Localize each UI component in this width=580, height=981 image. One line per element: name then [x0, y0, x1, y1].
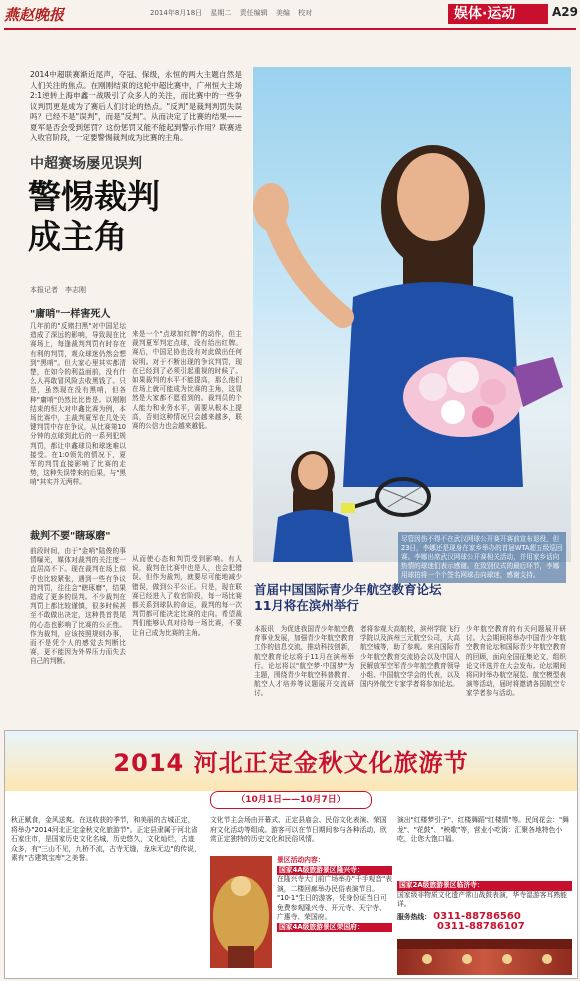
forum-column-1: 本报讯 为促进我国青少年航空教育事业发展，加强青少年航空教育工作的信息交流，推动科技创新，航空教育论坛将于11月在滨州举行。论坛将以"航空梦·中国梦"为主题，围绕青少年航空科普教育、航空人才培养等议题展开交流研讨。	[254, 625, 354, 698]
thousand-hand-guanyin-photo	[210, 856, 272, 968]
ad-intro-2: 文化节主会场由开幕式、正定县庙会、民俗文化表演、荣国府文化活动等组成。游客可以在节日期间参与各种活动，欣赏正定独特的历史文化和民俗风情。	[210, 816, 387, 843]
scenic-item-1: 在隆兴寺大门前广场举办"千手观音"表演，二楼回廊举办民俗表演节目。	[277, 875, 393, 893]
scenic-item-2: "10·1"生日的游客，凭身份证当日可免费参观隆兴寺、开元寺、天宁寺、广惠寺、荣国府。	[277, 894, 387, 921]
face-shape	[397, 153, 469, 241]
designer-credit: 美编	[275, 9, 290, 17]
phone-1: 0311-88786560	[433, 910, 521, 922]
phone-2: 0311-88786107	[437, 921, 525, 932]
ad-intro	[11, 816, 201, 972]
linji-title: 国家2A级旅游景区临济寺：	[397, 881, 572, 891]
headline	[28, 177, 248, 257]
editor-credit: 责任编辑	[239, 9, 268, 17]
ad-rongguo-text: 演出"红楼梦引子"、红楼舞蹈"红楼情"等。民间花会："舞龙"、"花鼓"、"秧歌"等，营业小吃街：汇聚各地特色小吃，让您大饱口福。	[397, 816, 569, 843]
header-rule	[4, 28, 576, 30]
article-column-4: 从而使心态和判罚受到影响。有人说，裁判在比赛中也是人，也会犯错误。但作为裁判，就要尽可能地减少错误，做到公平公正。只是，现在联赛已经进入了收官阶段，每一场比赛都关系到球队的命运，裁判的每一次判罚都可能决定比赛的走向。希望裁判们能够认真对待每一场比赛，不要让自己成为比赛的主角。	[132, 555, 242, 637]
dateline	[150, 8, 318, 18]
section-tag: 娱体·运动	[448, 4, 548, 24]
byline: 本报记者 李志刚	[30, 286, 86, 294]
proof-credit: 校对	[298, 9, 313, 17]
ad-title: 2014 河北正定金秋文化旅游节	[113, 749, 469, 777]
raised-arm	[273, 217, 343, 317]
article-column-2: 来是一个"点球加红牌"的动作，但主裁判夏军判定点球，没有给出红牌。赛后，中国足协也没有对此做出任何说明。对于不断出现的争议判罚，现在已经到了必须引起重视的时候了。如果裁判的水平不能提高，那么他们在场上就可能成为比赛的主角，这显然是大家都不愿看到的。裁判员的个人能力和业务水平，需要从根本上提高，否则这种情况只会越来越多，联赛的公信力也会越来越低。	[132, 330, 242, 431]
subhead-2: 裁判不要"瞎琢磨"	[30, 531, 111, 542]
flower-bouquet	[403, 357, 563, 437]
longxing-title: 国家4A级旅游景区隆兴寺：	[277, 866, 392, 876]
ad-scenic-activities	[277, 856, 392, 972]
kicker: 中超赛场屡见误判	[30, 156, 142, 172]
forum-headline	[254, 582, 554, 614]
li-na-photo	[253, 67, 571, 579]
ad-dates: （10月1日——10月7日）	[210, 791, 372, 809]
page-number: A29	[552, 5, 578, 19]
lead-paragraph: 2014中超联赛渐近尾声，夺冠、保级，永恒的两大主题自然是人们关注的焦点。在刚刚结束的这轮中超比赛中，广州恒大主场2:1逆转上海申鑫一战吸引了众多人的关注，而比赛中的一些争议判罚更是成为了赛后人们讨论的热点。"反判"是裁判判罚失误吗？已经不是"误判"，而是"反判"。从而决定了比赛的结果——夏军是否会受到惩罚？这份惩罚又能不能起到警示作用？联赛进入收官阶段，一定要警惕裁判成为比赛的主角。	[30, 70, 242, 142]
ad-intro-text: 秋正赋食，金风送爽。在这收获的季节，和美丽的古城正定，将举办"2014河北正定金秋文化旅游节"。正定县隶属于河北省石家庄市，是国家历史文化名城，历史悠久，文化灿烂，古迹众多，有"三山不见，九桥不流，古寺无缝，龙床无边"的传说，素有"古建筑宝库"之美誉。	[11, 816, 201, 862]
scenic-title: 景区活动内容：	[277, 856, 325, 864]
rongguo-performance-photo	[397, 939, 572, 975]
weekday: 星期二	[210, 9, 232, 17]
service-label: 服务热线：	[397, 912, 431, 921]
masthead: 燕赵晚报	[4, 6, 65, 24]
ad-linji	[397, 881, 572, 937]
issue-date: 2014年8月18日	[150, 9, 203, 17]
forum-column-2: 者将参观大高航校，滨州学院飞行学院以及滨州三元航空公司，大高航空城等，助了参观。来自国际青少年航空教育交流协会以及中国人民解放军空军青少年航空教育领导小组、中国航空学会的代表，以及国内外航空专家学者将参加论坛。	[360, 625, 460, 689]
photo-illustration	[253, 67, 571, 562]
rongguo-title: 国家4A级旅游景区荣国府：	[277, 923, 392, 933]
forum-headline-line1: 首届中国国际青少年航空教育论坛	[254, 582, 442, 597]
forum-headline-line2: 11月将在滨州举行	[254, 598, 359, 613]
festival-advertisement	[4, 730, 578, 979]
photo-caption: 尽管因伤不得不在武汉网球公开赛开赛前宣布退役，但23日，李娜还是现身在家乡举办的首届WTA超五级巡回赛。李娜出席武汉网球公开赛相关活动，并用家乡话向热情的球迷们表示感谢。在致别仪式的最后环节，李娜用球拍将一个个签名网球击向球迷，感谢支持。	[398, 532, 566, 583]
article-column-3: 前段时间，由于"金哨"陆俊的事情曝光，媒体对裁判的关注度一直居高不下。现在裁判在场上似乎也比较紧张，遇到一些有争议的判罚，往往会"瞎琢磨"，结果造成了更多的误判。不少裁判在判罚上都比较谨慎，很多时候甚至不敢做出决定，这种畏首畏尾的心态也影响了比赛的公正性。作为裁判，应该按照规则办事，而不是凭个人的感觉去判断比赛，更不能因为外界压力而失去自己的判断。	[30, 547, 126, 666]
article-column-1: 几年前的"反赌扫黑"对中国足坛造成了深远的影响，导致现在比赛场上，每逢裁判判罚有时存在有利的判罚，观众球迷仍然会想到"黑哨"。但大家心里其实都清楚，在如今的利益面前，没有什么人再敢冒风险去收黑钱了。只是，虽然现在没有黑哨，但各种"庸哨"仍然比比皆是。以刚刚结束的恒大对申鑫比赛为例，本场比赛中，主裁判夏军在几处关键判罚中存在争议，从比赛第10分钟的点球到此后的一系列犯规判罚，都让申鑫球员和球迷难以接受。在1:0领先的情况下，夏军的判罚直接影响了比赛的走势，这种失误带来的后果，与"黑哨"其实并无两样。	[30, 322, 126, 487]
headline-line1: 警惕裁判	[28, 177, 160, 216]
waving-hand	[253, 183, 289, 231]
headline-line2: 成主角	[28, 217, 127, 256]
subhead-1: "庸哨"一样害死人	[30, 309, 111, 320]
linji-text: 国家级非物质文化遗产常山战鼓表演，华寺湿游客耳熟能详。	[397, 890, 567, 908]
forum-column-3: 少年航空教育的有关问题展开研讨。大会期间将举办中国青少年航空教育论坛和国际青少年航空教育的回顾，面向全国征集论文，组织论文评选并在大会发布。论坛期间将同时举办航空展览、航空模型表演等活动，届时将邀请各国航空专家学者参与活动。	[466, 625, 566, 698]
